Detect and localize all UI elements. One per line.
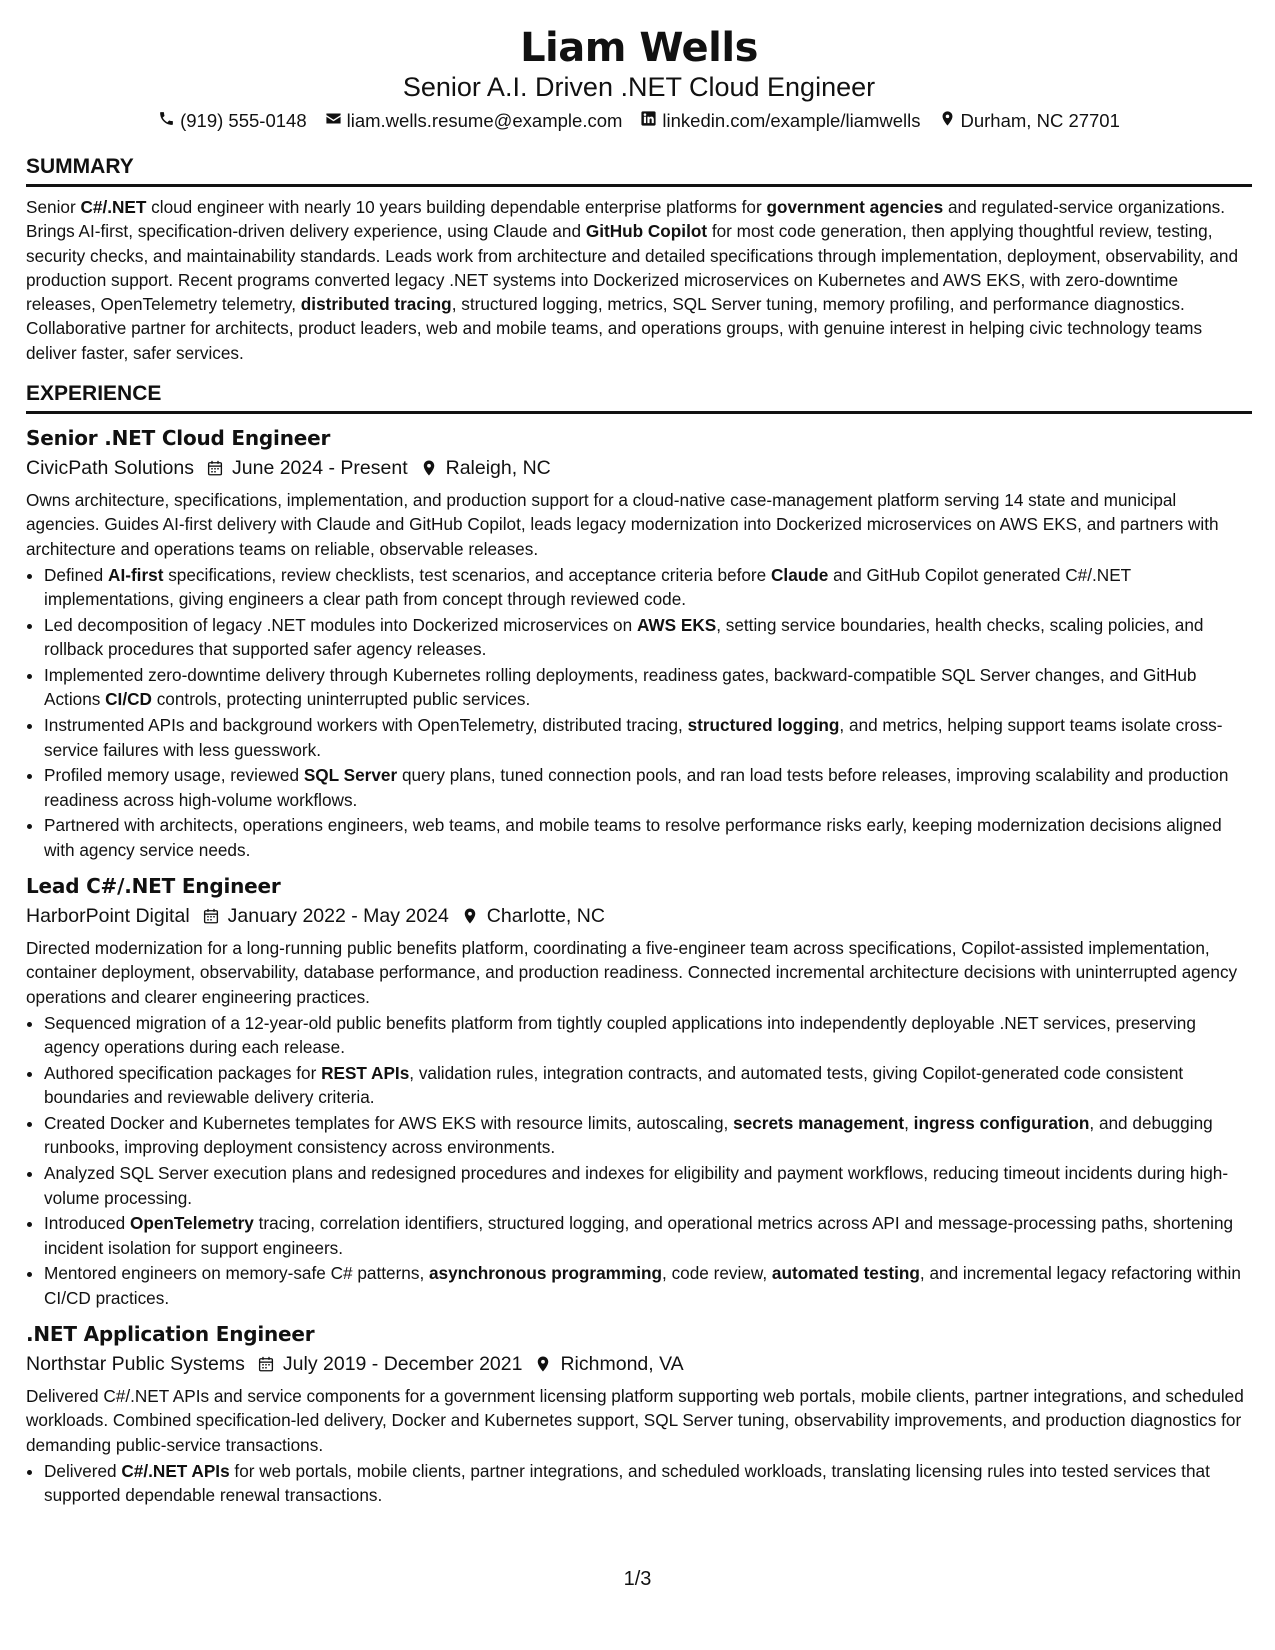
job-title: Lead C#/.NET Engineer: [26, 874, 281, 899]
section-divider: [26, 184, 1252, 187]
contact-linkedin[interactable]: [640, 108, 920, 134]
calendar-icon: [245, 1355, 283, 1373]
job-summary: Delivered C#/.NET APIs and service components for a government licensing platform supporting web portals, mobile clients, partner integrations, and scheduled workloads. Combined specification-led delivery, Docker and Kubernetes support, SQL Server tuning, observability improvements, and production diagnostics for demanding public-service transactions.: [26, 1385, 1244, 1455]
bullet-item: • Defined AI-first specifications, review checklists, test scenarios, and acceptance criteria before Claude and GitHub Copilot generated C#/.NET implementations, giving engineers a clear path from concept through reviewed code.: [44, 563, 1252, 612]
bullet-item: • Created Docker and Kubernetes templates for AWS EKS with resource limits, autoscaling, secrets management, ingress configuration, and debugging runbooks, improving deployment consistency across environments.: [44, 1111, 1252, 1160]
candidate-title: Senior A.I. Driven .NET Cloud Engineer: [402, 72, 876, 102]
bullet-item: • Implemented zero-downtime delivery through Kubernetes rolling deployments, readiness gates, backward-compatible SQL Server changes, and GitHub Actions CI/CD controls, protecting uninterrupted public services.: [44, 663, 1252, 712]
job-bullets: [26, 563, 1252, 862]
job-dates: June 2024 - Present: [232, 457, 408, 480]
job-entry: [26, 872, 1252, 1310]
company-name: Northstar Public Systems: [26, 1352, 245, 1375]
bullet-item: • Partnered with architects, operations engineers, web teams, and mobile teams to resolve performance risks early, keeping modernization decisions aligned with agency service needs.: [44, 813, 1252, 862]
contact-location: [939, 108, 1120, 134]
bullet-item: • Introduced OpenTelemetry tracing, correlation identifiers, structured logging, and operational metrics across API and message-processing paths, shortening incident isolation for support engineers.: [44, 1211, 1252, 1260]
company-name: HarborPoint Digital: [26, 905, 190, 928]
bullet-item: • Instrumented APIs and background workers with OpenTelemetry, distributed tracing, structured logging, and metrics, helping support teams isolate cross-service failures with less guesswork.: [44, 713, 1252, 762]
calendar-icon: [194, 459, 232, 477]
contact-phone: [158, 108, 307, 134]
bullet-item: • Authored specification packages for REST APIs, validation rules, integration contracts, and automated tests, giving Copilot-generated code consistent boundaries and reviewable delivery criteria.: [44, 1061, 1252, 1110]
job-entry: [26, 1320, 1252, 1507]
map-pin-icon: [522, 1355, 560, 1373]
summary-heading: SUMMARY: [26, 155, 134, 178]
resume-header: [26, 22, 1252, 134]
contact-row: [26, 108, 1252, 134]
job-meta: [26, 1350, 1252, 1378]
map-pin-icon: [939, 108, 956, 134]
job-location: Richmond, VA: [560, 1352, 684, 1375]
job-title: .NET Application Engineer: [26, 1321, 315, 1346]
email-text[interactable]: liam.wells.resume@example.com: [346, 110, 623, 131]
bullet-item: • Led decomposition of legacy .NET modules into Dockerized microservices on AWS EKS, setting service boundaries, health checks, scaling policies, and rollback procedures that supported safer agency releases.: [44, 613, 1252, 662]
experience-section: [26, 381, 1252, 1507]
job-bullets: [26, 1011, 1252, 1310]
job-dates: July 2019 - December 2021: [282, 1352, 523, 1375]
map-pin-icon: [408, 459, 446, 477]
map-pin-icon: [449, 907, 487, 925]
job-dates: January 2022 - May 2024: [227, 905, 449, 928]
job-location: Charlotte, NC: [486, 905, 605, 928]
job-meta: [26, 454, 1252, 482]
bullet-item: • Sequenced migration of a 12-year-old public benefits platform from tightly coupled applications into independently deployable .NET services, preserving agency operations during each release.: [44, 1011, 1252, 1060]
phone-icon: [158, 108, 175, 134]
location-text: Durham, NC 27701: [960, 110, 1120, 131]
candidate-name: Liam Wells: [520, 25, 758, 71]
calendar-icon: [190, 907, 228, 925]
job-meta: [26, 902, 1252, 930]
summary-section: [26, 154, 1252, 365]
bullet-item: • Analyzed SQL Server execution plans and redesigned procedures and indexes for eligibility and payment workflows, reducing timeout incidents during high-volume processing.: [44, 1161, 1252, 1210]
job-bullets: [26, 1459, 1252, 1508]
experience-heading: EXPERIENCE: [26, 382, 162, 406]
page-number: 1/3: [623, 1568, 652, 1590]
job-summary: Owns architecture, specifications, implementation, and production support for a cloud-native case-management platform serving 14 state and municipal agencies. Guides AI-first delivery with Claude and GitHub Copilot, leads legacy modernization into Dockerized microservices on AWS EKS, and partners with architecture and operations teams on reliable, observable releases.: [26, 490, 1219, 559]
job-entry: [26, 424, 1252, 862]
contact-email[interactable]: [325, 108, 623, 134]
bullet-item: • Mentored engineers on memory-safe C# patterns, asynchronous programming, code review, automated testing, and incremental legacy refactoring within CI/CD practices.: [44, 1261, 1252, 1310]
resume-page: [26, 22, 1252, 1509]
section-divider: [26, 411, 1252, 414]
company-name: CivicPath Solutions: [26, 457, 194, 480]
linkedin-text[interactable]: linkedin.com/example/liamwells: [662, 110, 921, 131]
job-location: Raleigh, NC: [445, 457, 551, 480]
job-summary: Directed modernization for a long-running public benefits platform, coordinating a five-engineer team across specifications, Copilot-assisted implementation, container deployment, observability, database performance, and production readiness. Connected incremental architecture decisions with uninterrupted agency operations and clearer engineering practices.: [26, 938, 1238, 1007]
bullet-item: • Delivered C#/.NET APIs for web portals, mobile clients, partner integrations, and scheduled workloads, translating licensing rules into tested services that supported dependable renewal transactions.: [44, 1459, 1252, 1508]
job-title: Senior .NET Cloud Engineer: [26, 426, 331, 451]
summary-text: Senior C#/.NET cloud engineer with nearly 10 years building dependable enterprise platforms for government agencies and regulated-service organizations. Brings AI-first, specification-driven delivery experience, using Claude and GitHub Copilot for most code generation, then applying thoughtful review, testing, security checks, and maintainability standards. Leads work from architecture and detailed specifications through implementation, deployment, observability, and production support. Recent programs converted legacy .NET systems into Dockerized microservices on Kubernetes and AWS EKS, with zero-downtime releases, OpenTelemetry telemetry, distributed tracing, structured logging, metrics, SQL Server tuning, memory profiling, and performance diagnostics. Collaborative partner for architects, product leaders, web and mobile teams, and operations groups, with genuine interest in helping civic technology teams deliver faster, safer services.: [26, 197, 1239, 363]
phone-text: (919) 555-0148: [180, 110, 307, 131]
linkedin-icon: [640, 108, 657, 134]
envelope-icon: [325, 108, 342, 134]
job-list: [26, 424, 1252, 1507]
bullet-item: • Profiled memory usage, reviewed SQL Server query plans, tuned connection pools, and ran load tests before releases, improving scalability and production readiness across high-volume workflows.: [44, 763, 1252, 812]
